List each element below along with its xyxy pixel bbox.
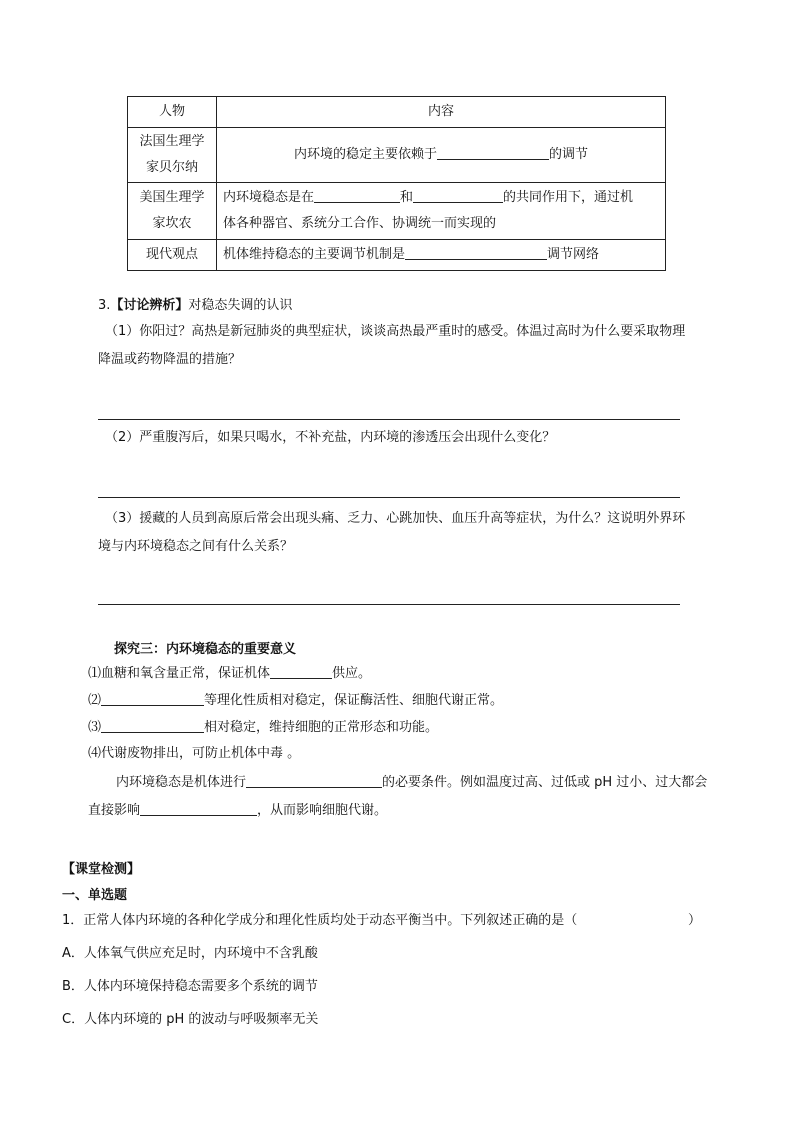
blank-line: [140, 800, 257, 816]
answer-line[interactable]: [98, 497, 680, 498]
comparison-table: [127, 96, 666, 271]
content-text: 的调节: [549, 147, 589, 162]
table-row: [128, 128, 666, 183]
blank-line: [101, 717, 204, 733]
blank-line: [101, 690, 204, 706]
summary-line-1: 内环境稳态是机体进行 的必要条件。例如温度过高、过低或 pH 过小、过大都会: [116, 772, 707, 793]
significance-item-1: ⑴血糖和氧含量正常，保证机体 供应。: [88, 663, 371, 684]
question-paren-close: ）: [688, 913, 702, 928]
summary-line-2: 直接影响 ，从而影响细胞代谢。: [88, 800, 387, 821]
blank-line: [246, 772, 382, 788]
explore-three-title: 探究三：内环境稳态的重要意义: [114, 642, 297, 657]
question-2: （2）严重腹泻后，如果只喝水，不补充盐，内环境的渗透压会出现什么变化？: [105, 430, 556, 445]
content-text: 体各种器官、系统分工合作、协调统一而实现的: [223, 216, 497, 231]
blank-line: [270, 663, 332, 679]
person-name-line: 美国生理学: [139, 190, 205, 205]
blank-line: [314, 187, 400, 203]
question-3-line-1: （3）援藏的人员到高原后常会出现头痛、乏力、心跳加快、血压升高等症状，为什么？这说明外界环: [105, 511, 686, 526]
section-heading: 一、单选题: [62, 888, 128, 903]
question-stem: 1．正常人体内环境的各种化学成分和理化性质均处于动态平衡当中。下列叙述正确的是（: [62, 913, 578, 928]
person-name-line: 法国生理学: [139, 134, 205, 149]
significance-item-2: ⑵ 等理化性质相对稳定，保证酶活性、细胞代谢正常。: [88, 690, 503, 711]
content-text: 机体维持稳态的主要调节机制是: [223, 247, 406, 262]
content-text: 内环境稳态是在: [223, 190, 315, 205]
table-row: [128, 240, 666, 271]
content-text: 调节网络: [547, 247, 600, 262]
option-a[interactable]: A．人体氧气供应充足时，内环境中不含乳酸: [62, 946, 318, 961]
option-c[interactable]: C．人体内环境的 pH 的波动与呼吸频率无关: [62, 1012, 319, 1027]
significance-item-3: ⑶ 相对稳定，维持细胞的正常形态和功能。: [88, 717, 438, 738]
content-cell: [217, 183, 666, 240]
person-cell: [128, 183, 217, 240]
table-header-row: [128, 97, 666, 128]
question-1-line-2: 降温或药物降温的措施？: [98, 352, 242, 367]
question-1-line-1: （1）你阳过？高热是新冠肺炎的典型症状，谈谈高热最严重时的感受。体温过高时为什么要采取物理: [105, 324, 686, 339]
person-cell: [128, 128, 217, 183]
class-check-heading: 【课堂检测】: [62, 862, 141, 877]
answer-line[interactable]: [98, 419, 680, 420]
person-name-line: 家坎农: [152, 216, 192, 231]
blank-line: [413, 187, 503, 203]
discussion-heading: 3.【讨论辨析】对稳态失调的认识: [98, 298, 293, 313]
content-text: 内环境的稳定主要依赖于: [293, 147, 437, 162]
person-name-line: 家贝尔纳: [145, 160, 198, 175]
blank-line: [437, 144, 549, 160]
answer-line[interactable]: [98, 604, 680, 605]
content-text: 和: [400, 190, 414, 205]
table-row: [128, 183, 666, 240]
content-text: 的共同作用下，通过机: [503, 190, 634, 205]
header-person: 人物: [128, 97, 217, 128]
significance-item-4: ⑷代谢废物排出，可防止机体中毒 。: [88, 746, 301, 761]
content-cell: [217, 240, 666, 271]
question-3-line-2: 境与内环境稳态之间有什么关系？: [98, 539, 294, 554]
option-b[interactable]: B．人体内环境保持稳态需要多个系统的调节: [62, 979, 318, 994]
header-content: 内容: [217, 97, 666, 128]
blank-line: [405, 244, 547, 260]
person-cell: 现代观点: [128, 240, 217, 271]
content-cell: [217, 128, 666, 183]
